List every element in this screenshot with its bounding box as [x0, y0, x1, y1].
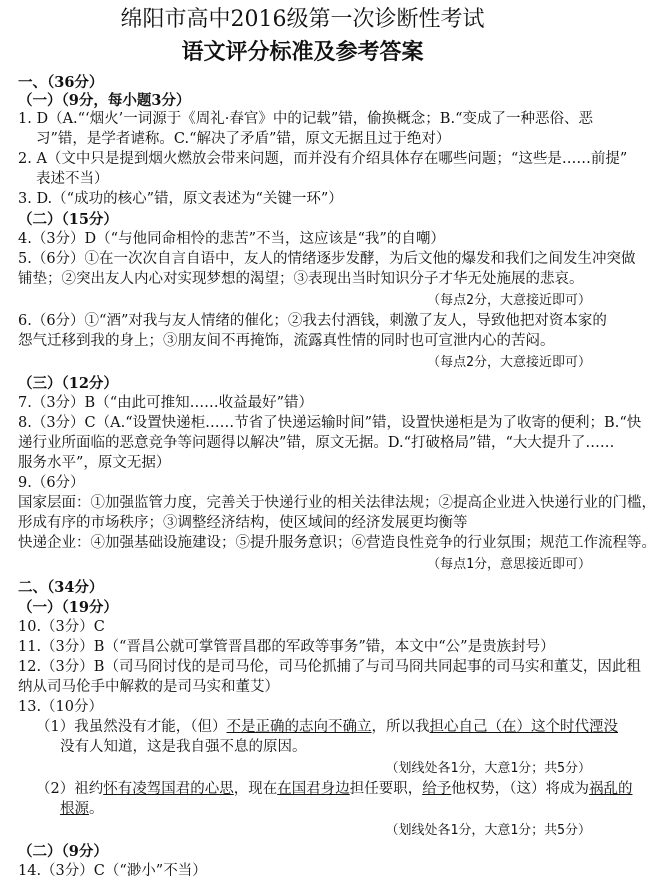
answer-line: 形成有序的市场秩序；③调整经济结构，使区域间的经济发展更均衡等	[18, 515, 468, 531]
answer-line: 怨气迁移到我的身上；③朋友间不再掩饰，流露真性情的同时也可宣泄内心的苦闷。	[18, 333, 555, 349]
section-heading: 二、（34分）	[18, 579, 104, 596]
answer-line: 13.（10分）	[18, 699, 104, 715]
answer-line: 2. A（文中只是提到烟火燃放会带来问题，而并没有介绍具体存在哪些问题；“这些是……前提”	[18, 151, 628, 167]
document-subtitle: 语文评分标准及参考答案	[181, 39, 424, 65]
answer-line: 12.（3分）B（司马冏讨伐的是司马伦，司马伦抓捕了与司马冏共同起事的司马实和董艾，因此租	[18, 659, 641, 675]
subsection-heading: （二）（15分）	[18, 211, 118, 228]
translation-2-cont: 根源。	[60, 801, 104, 817]
answer-line: 6.（6分）①“酒”对我与友人情绪的催化；②我去付酒钱，刺激了友人，导致他把对资本家的	[18, 313, 607, 329]
document-title: 绵阳市高中2016级第一次诊断性考试	[120, 7, 485, 32]
answer-line: 7.（3分）B（“由此可推知……收益最好”错）	[18, 395, 314, 411]
answer-line: 9.（6分）	[18, 475, 85, 491]
underlined-phrase: 在国君身边	[277, 781, 350, 797]
answer-line: 3. D.（“成功的核心”错，原文表述为“关键一环”）	[18, 191, 343, 207]
answer-line: 1. D（A.“‘烟火’一词源于《周礼·春官》中的记载”错，偷换概念；B.“变成了一种恶俗、恶	[18, 111, 593, 127]
subsection-heading: （二）（9分）	[18, 843, 108, 860]
answer-line: 4.（3分）D（“与他同命相怜的悲苦”不当，这应该是“我”的自嘲）	[18, 231, 445, 247]
answer-line: 递行业所面临的恶意竞争等问题得以解决”错，原文无据。D.“打破格局”错，“大大提升了……	[18, 435, 615, 451]
answer-line: 表述不当）	[36, 171, 109, 187]
subsection-heading: （一）（9分，每小题3分）	[18, 92, 191, 109]
translation-1: （1）我虽然没有才能，（但）不是正确的志向不确立，所以我担心自己（在）这个时代湮没	[36, 719, 618, 735]
underlined-phrase: 怀有凌驾国君的心思	[103, 781, 234, 797]
scoring-note: （划线处各1分，大意1分；共5分）	[385, 761, 591, 776]
answer-line: 8.（3分）C（A.“设置快递柜……节省了快递运输时间”错，设置快递柜是为了收寄的便利；B.“快	[18, 415, 642, 431]
section-heading: 一、（36分）	[18, 74, 104, 91]
answer-line: 快递企业：④加强基础设施建设；⑤提升服务意识；⑥营造良性竞争的行业氛围；规范工作流程等。	[18, 535, 656, 551]
underlined-phrase: 祸乱的	[588, 781, 633, 797]
translation-2: （2）祖约怀有凌驾国君的心思，现在在国君身边担任要职，给予他权势，（这）将成为祸乱的	[36, 781, 633, 797]
answer-line: 纳从司马伦手中解救的是司马实和董艾）	[18, 679, 279, 695]
answer-line: 国家层面：①加强监管力度，完善关于快递行业的相关法律法规；②提高企业进入快递行业的门槛，	[18, 495, 656, 511]
answer-line: 铺垫；②突出友人内心对实现梦想的渴望；③表现出当时知识分子才华无处施展的悲哀。	[18, 271, 584, 287]
underlined-phrase: 给予	[422, 781, 452, 797]
answer-line: 没有人知道，这是我自强不息的原因。	[60, 739, 307, 755]
answer-line: 10.（3分）C	[18, 619, 105, 635]
answer-line: 14.（3分）C（“渺小”不当）	[18, 863, 207, 879]
scoring-note: （划线处各1分，大意1分；共5分）	[385, 823, 591, 838]
answer-line: 服务水平”，原文无据）	[18, 455, 171, 471]
underlined-phrase: 担心自己（在）这个时代湮没	[429, 719, 618, 735]
underlined-phrase: 根源	[60, 801, 89, 817]
scoring-note: （每点2分，大意接近即可）	[427, 293, 591, 308]
underlined-phrase: 不是正确的志向不确立	[226, 719, 372, 735]
subsection-heading: （一）（19分）	[18, 599, 118, 616]
subsection-heading: （三）（12分）	[18, 375, 118, 392]
answer-line: 5.（6分）①在一次次自言自语中，友人的情绪逐步发酵，为后文他的爆发和我们之间发生冲突做	[18, 251, 636, 267]
scoring-note: （每点1分，意思接近即可）	[427, 557, 591, 572]
answer-line: 11.（3分）B（“晋昌公就可掌管晋昌郡的军政等事务”错，本文中“公”是贵族封号）	[18, 639, 555, 655]
answer-line: 习”错，是学者谑称。C.“解决了矛盾”错，原文无据且过于绝对）	[36, 131, 451, 147]
scoring-note: （每点2分，大意接近即可）	[427, 355, 591, 370]
